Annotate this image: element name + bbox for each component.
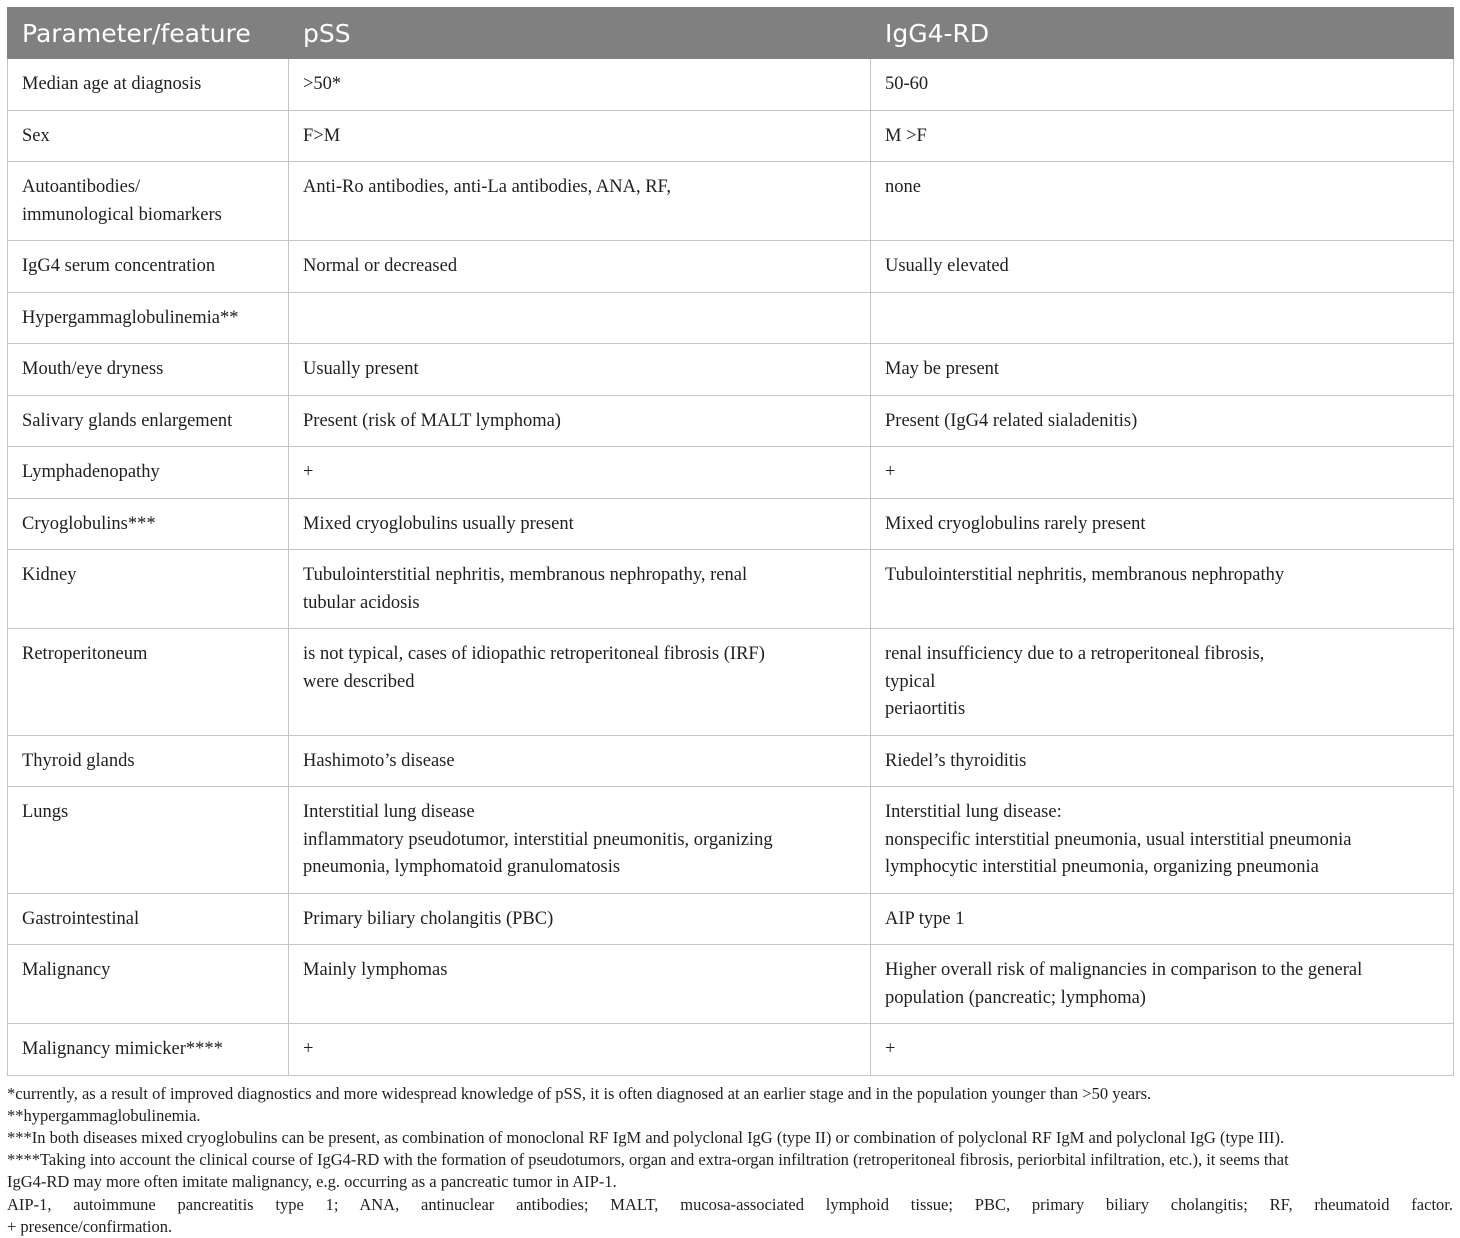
header-pss: pSS [289,8,871,59]
footnote-1: *currently, as a result of improved diagnostics and more widespread knowledge of pSS, it is often diagnosed at an earlier stage and in the population younger than >50 years. [7,1083,1152,1103]
table-row [8,292,1454,344]
cell-parameter: Cryoglobulins*** [8,498,289,550]
table-footnotes [7,1083,1453,1238]
abbreviations: AIP-1, autoimmune pancreatitis type 1; ANA, antinuclear antibodies; MALT, mucosa-associated lymphoid tissue; PBC, primary biliary cholangitis; RF, rheumatoid factor. [7,1194,1453,1214]
presence-note: + presence/confirmation. [7,1216,173,1236]
cell-pss: Primary biliary cholangitis (PBC) [289,893,871,945]
cell-igg4rd: Usually elevated [871,241,1454,293]
table-row [8,945,1454,1024]
cell-pss: Interstitial lung disease inflammatory pseudotumor, interstitial pneumonitis, organizing pneumonia, lymphomatoid granulomatosis [289,787,871,894]
cell-igg4rd: Riedel’s thyroiditis [871,735,1454,787]
table-row [8,110,1454,162]
footnote-3: ***In both diseases mixed cryoglobulins can be present, as combination of monoclonal RF IgM and polyclonal IgG (type II) or combination of polyclonal RF IgM and polyclonal IgG (type III). [7,1127,1285,1147]
table-row [8,395,1454,447]
table-row [8,241,1454,293]
cell-parameter: Thyroid glands [8,735,289,787]
cell-pss: Mainly lymphomas [289,945,871,1024]
cell-pss: F>M [289,110,871,162]
cell-parameter: Kidney [8,550,289,629]
cell-parameter: Hypergammaglobulinemia** [8,292,289,344]
cell-igg4rd: renal insufficiency due to a retroperitoneal fibrosis, typical periaortitis [871,629,1454,736]
table-wrapper [7,7,1453,1238]
footnote-4-line-1: ****Taking into account the clinical course of IgG4-RD with the formation of pseudotumors, organ and extra-organ infiltration (retroperitoneal fibrosis, periorbital infiltration, etc.), it seems that [7,1150,1289,1170]
footnote-4-line-2: IgG4-RD may more often imitate malignancy, e.g. occurring as a pancreatic tumor in AIP-1. [7,1172,617,1192]
cell-pss: Tubulointerstitial nephritis, membranous nephropathy, renal tubular acidosis [289,550,871,629]
cell-pss: Normal or decreased [289,241,871,293]
header-parameter: Parameter/feature [8,8,289,59]
table-row [8,447,1454,499]
cell-pss: Usually present [289,344,871,396]
cell-pss: Hashimoto’s disease [289,735,871,787]
cell-parameter: Median age at diagnosis [8,59,289,111]
cell-igg4rd: May be present [871,344,1454,396]
cell-pss: Present (risk of MALT lymphoma) [289,395,871,447]
cell-parameter: IgG4 serum concentration [8,241,289,293]
table-row [8,1024,1454,1076]
cell-pss: >50* [289,59,871,111]
cell-pss: + [289,447,871,499]
cell-parameter: Mouth/eye dryness [8,344,289,396]
footnote-2: **hypergammaglobulinemia. [7,1105,201,1125]
cell-parameter: Retroperitoneum [8,629,289,736]
cell-parameter: Lungs [8,787,289,894]
cell-igg4rd: + [871,447,1454,499]
table-row [8,550,1454,629]
cell-igg4rd: Present (IgG4 related sialadenitis) [871,395,1454,447]
comparison-table [7,7,1454,1076]
table-row [8,59,1454,111]
header-igg4rd: IgG4-RD [871,8,1454,59]
cell-pss: Anti-Ro antibodies, anti-La antibodies, ANA, RF, [289,162,871,241]
table-row [8,162,1454,241]
table-row [8,735,1454,787]
cell-parameter: Gastrointestinal [8,893,289,945]
cell-pss: + [289,1024,871,1076]
cell-igg4rd: Interstitial lung disease: nonspecific interstitial pneumonia, usual interstitial pneumonia lymphocytic interstitial pneumonia, organizing pneumonia [871,787,1454,894]
cell-parameter: Autoantibodies/ immunological biomarkers [8,162,289,241]
table-row [8,893,1454,945]
cell-parameter: Malignancy mimicker**** [8,1024,289,1076]
cell-igg4rd: AIP type 1 [871,893,1454,945]
table-row [8,629,1454,736]
table-row [8,787,1454,894]
cell-igg4rd: Tubulointerstitial nephritis, membranous nephropathy [871,550,1454,629]
cell-igg4rd: Mixed cryoglobulins rarely present [871,498,1454,550]
cell-parameter: Lymphadenopathy [8,447,289,499]
cell-igg4rd: M >F [871,110,1454,162]
cell-pss [289,292,871,344]
table-header-row [8,8,1454,59]
cell-parameter: Malignancy [8,945,289,1024]
cell-parameter: Sex [8,110,289,162]
table-row [8,344,1454,396]
cell-igg4rd [871,292,1454,344]
cell-igg4rd: Higher overall risk of malignancies in comparison to the general population (pancreatic; lymphoma) [871,945,1454,1024]
cell-pss: is not typical, cases of idiopathic retroperitoneal fibrosis (IRF) were described [289,629,871,736]
cell-igg4rd: 50-60 [871,59,1454,111]
cell-igg4rd: + [871,1024,1454,1076]
table-row [8,498,1454,550]
cell-pss: Mixed cryoglobulins usually present [289,498,871,550]
cell-parameter: Salivary glands enlargement [8,395,289,447]
cell-igg4rd: none [871,162,1454,241]
